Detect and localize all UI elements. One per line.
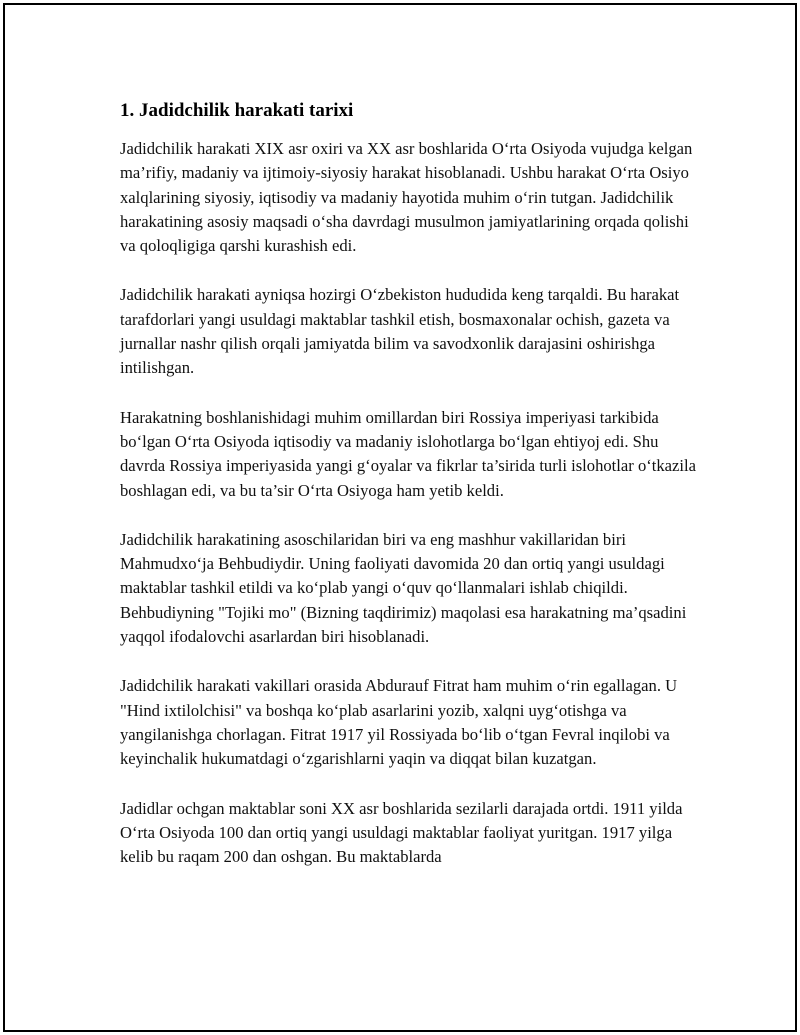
paragraph-6: Jadidlar ochgan maktablar soni XX asr boshlarida sezilarli darajada ortdi. 1911 yilda O‘rta Osiyoda 100 dan ortiq yangi usuldagi maktablar faoliyat yuritgan. 1917 yilga kelib bu raqam 200 dan oshgan. Bu maktablarda bbox=[120, 798, 683, 867]
section-title: 1. Jadidchilik harakati tarixi bbox=[120, 100, 354, 121]
paragraph-4: Jadidchilik harakatining asoschilaridan biri va eng mashhur vakillaridan biri Mahmudxo‘ja Behbudiydir. Uning faoliyati davomida 20 dan ortiq yangi usuldagi maktablar tashkil etildi va ko‘plab yangi o‘quv qo‘llanmalari ishlab chiqildi. Behbudiyning "Tojiki mo" (Bizning taqdirimiz) maqolasi esa harakatning ma’qsadini yaqqol ifodalovchi asarlardan biri hisoblanadi. bbox=[120, 529, 687, 647]
paragraph-5: Jadidchilik harakati vakillari orasida Abdurauf Fitrat ham muhim o‘rin egallagan. U "Hind ixtilolchisi" va boshqa ko‘plab asarlarini yozib, xalqni uyg‘otishga va yangilanishga chorlagan. Fitrat 1917 yil Rossiyada bo‘lib o‘tgan Fevral inqilobi va keyinchalik hukumatdagi o‘zgarishlarni yaqin va diqqat bilan kuzatgan. bbox=[120, 676, 678, 769]
document-body bbox=[120, 97, 700, 894]
paragraph-3: Harakatning boshlanishidagi muhim omillardan biri Rossiya imperiyasi tarkibida bo‘lgan O‘rta Osiyoda iqtisodiy va madaniy islohotlarga bo‘lgan ehtiyoj edi. Shu davrda Rossiya imperiyasida yangi g‘oyalar va fikrlar ta’sirida turli islohotlar o‘tkazila boshlagan edi, va bu ta’sir O‘rta Osiyoga ham yetib keldi. bbox=[120, 407, 696, 500]
paragraph-2: Jadidchilik harakati ayniqsa hozirgi O‘zbekiston hududida keng tarqaldi. Bu harakat tarafdorlari yangi usuldagi maktablar tashkil etish, bosmaxonalar ochish, gazeta va jurnallar nashr qilish orqali jamiyatda bilim va savodxonlik darajasini oshirishga intilishgan. bbox=[120, 285, 680, 378]
page-frame bbox=[3, 3, 797, 1032]
paragraph-1: Jadidchilik harakati XIX asr oxiri va XX asr boshlarida O‘rta Osiyoda vujudga kelgan ma’rifiy, madaniy va ijtimoiy-siyosiy harakat hisoblanadi. Ushbu harakat O‘rta Osiyo xalqlarining siyosiy, iqtisodiy va madaniy hayotida muhim o‘rin tutgan. Jadidchilik harakatining asosiy maqsadi o‘sha davrdagi musulmon jamiyatlarining orqada qolishi va qoloqligiga qarshi kurashish edi. bbox=[120, 139, 693, 256]
